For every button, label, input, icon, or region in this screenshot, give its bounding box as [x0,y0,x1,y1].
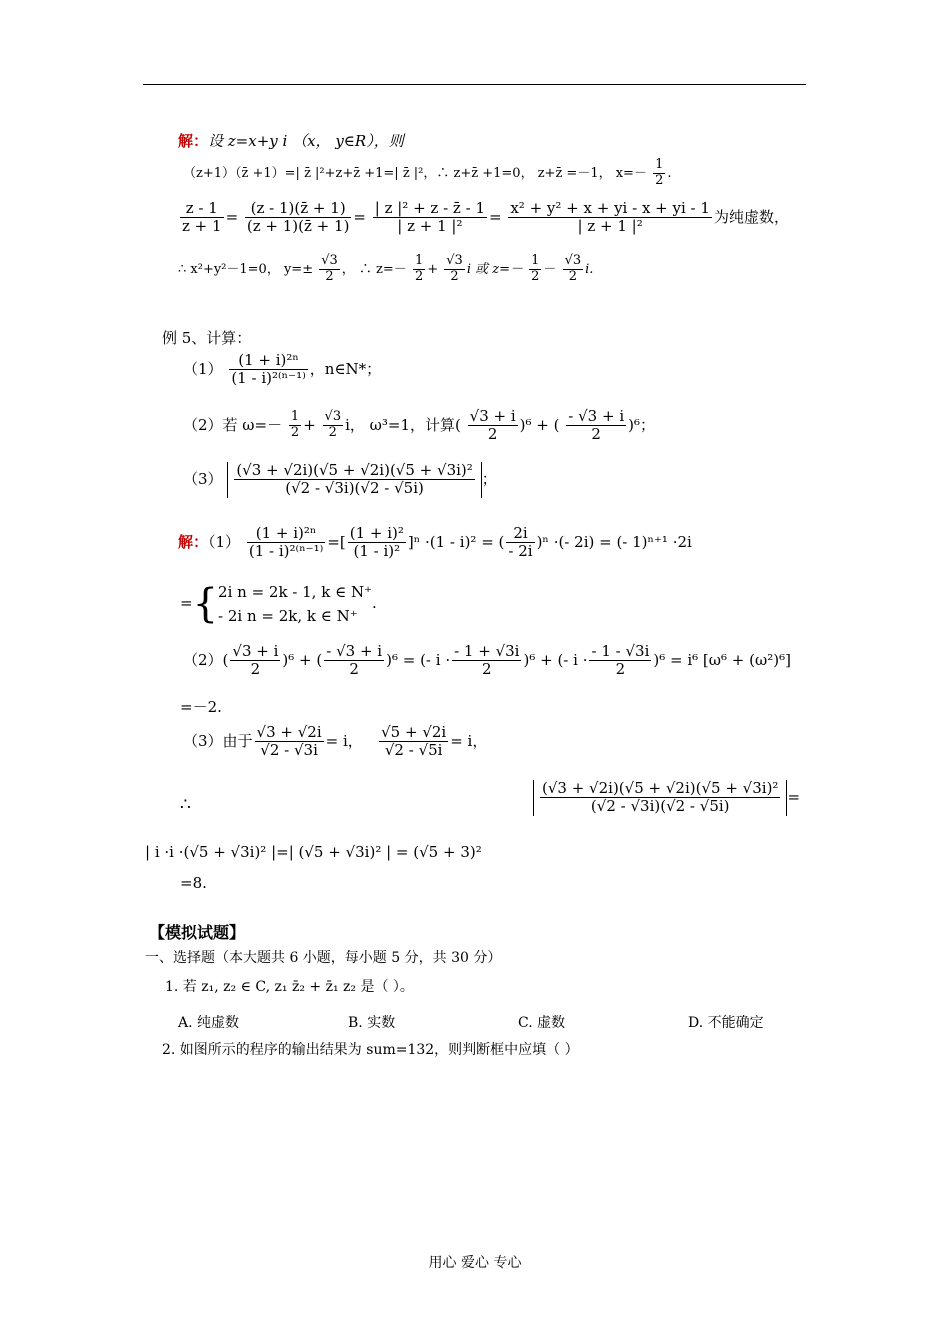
fraction-half: $\frac{1}{2}$ [655,157,664,188]
solution-line-1: 解：设 z=x+y i （x， y∈R），则 [178,132,404,150]
ex5-solution-2-result: =－2. [180,698,222,716]
ex5-solution-2: （2）( $\frac{√3 + i}{2}$ )⁶ + ( $\frac{- √3 + i}{2}$ )⁶ = (- i · $\frac{- 1 + √3i}{2}$ )⁶ + (- i · $\frac{- 1 - √3i}{2}$ )⁶ = i⁶ [ω⁶ + (ω²)⁶] [183,642,791,679]
ex5-solution-1: 解：（1） $\frac{\text{(1 + i)²ⁿ}}{\text{(1 - i)²⁽ⁿ⁻¹⁾}}$ =[ $\frac{\text{(1 + i)²}}{\text{(1 - i)²}}$ ]ⁿ ·(1 - i)² = ( $\frac{2i}{- 2i}$ )ⁿ ·(- 2i) = (- 1)ⁿ⁺¹ ·2i [178,524,692,561]
question-2: 2. 如图所示的程序的输出结果为 sum=132，则判断框中应填（ ） [162,1042,579,1058]
question-1-options [178,1016,858,1030]
ex5-solution-1-cases: ={ 2i n = 2k - 1, k ∈ N⁺ - 2i n = 2k, k ∈ N⁺ . [180,581,377,627]
solution-line-2: （z+1）（z̄ +1）=| z̄ |²+z+z̄ +1=| z̄ |²，∴ z+z̄ +1=0， z+z̄ =－1， x=－ $\frac{1}{2}$ . [183,157,672,188]
section-title: 【模拟试题】 [149,923,246,942]
ex5-solution-3-line: | i ·i ·(√5 + √3i)² |=| (√5 + √3i)² | = (√5 + 3)² [145,843,482,861]
option-c[interactable]: C. 虚数 [518,1015,566,1031]
ex5-solution-3-abs: $\frac{\text{(√3 + √2i)(√5 + √2i)(√5 + √3i)²}}{(√2 - √3i)(√2 - √5i)}$ = [533,780,800,816]
option-b[interactable]: B. 实数 [348,1015,396,1031]
ex5-solution-3-result: =8. [180,874,207,892]
solution-label: 解： [178,132,209,150]
ex5-solution-3: （3）由于 $\frac{√3 + √2i}{√2 - √3i}$ = i， $\frac{√5 + √2i}{√2 - √5i}$ = i， [183,723,488,760]
example-5-title: 例 5、计算： [162,329,252,347]
therefore-symbol: ∴ [180,795,191,815]
option-d[interactable]: D. 不能确定 [688,1015,764,1031]
example-5-q1: （1） $\frac{\text{(1 + i)²ⁿ}}{\text{(1 - i)²⁽ⁿ⁻¹⁾}}$ ，n∈N*； [183,351,382,388]
footer: 用心 爱心 专心 [428,1255,522,1271]
example-5-q3: （3） $\frac{\text{(√3 + √2i)(√5 + √2i)(√5 + √3i)²}}{(√2 - √3i)(√2 - √5i)}$ ； [183,461,497,498]
example-5-q2: （2）若 ω=－ $\frac{1}{2}$ + $\frac{√3}{2}$ i， ω³=1，计算( $\frac{√3 + i}{2}$ )⁶ + ( $\frac{- √3 + i}{2}$ )⁶； [183,407,655,444]
option-a[interactable]: A. 纯虚数 [178,1015,240,1031]
solution-line-3: $\frac{z - 1}{z + 1}$ = $\frac{(z - 1)(z̄ + 1)}{(z + 1)(z̄ + 1)}$ = $\frac{\text{| z |² + z - z̄ - 1}}{\text{| z + 1 |²}}$ = $\frac{\text{x² + y² + x + yi - x + yi - 1}}{\text{| z + 1 |²}}$ 为纯虚数， [182,199,789,236]
solution-line-4: ∴ x²+y²－1=0， y=± $\frac{√3}{2}$ ， ∴ z=－ $\frac{1}{2}$ + $\frac{√3}{2}$ i 或 z=－ $\frac{1}{2}$ － $\frac{√3}{2}$ i. [178,253,594,284]
header-rule [143,84,806,85]
question-1: 1. 若 z₁, z₂ ∈ C, z₁ z̄₂ + z̄₁ z₂ 是（ ）。 [165,979,414,995]
part1-title: 一、选择题（本大题共 6 小题，每小题 5 分，共 30 分） [145,950,502,966]
